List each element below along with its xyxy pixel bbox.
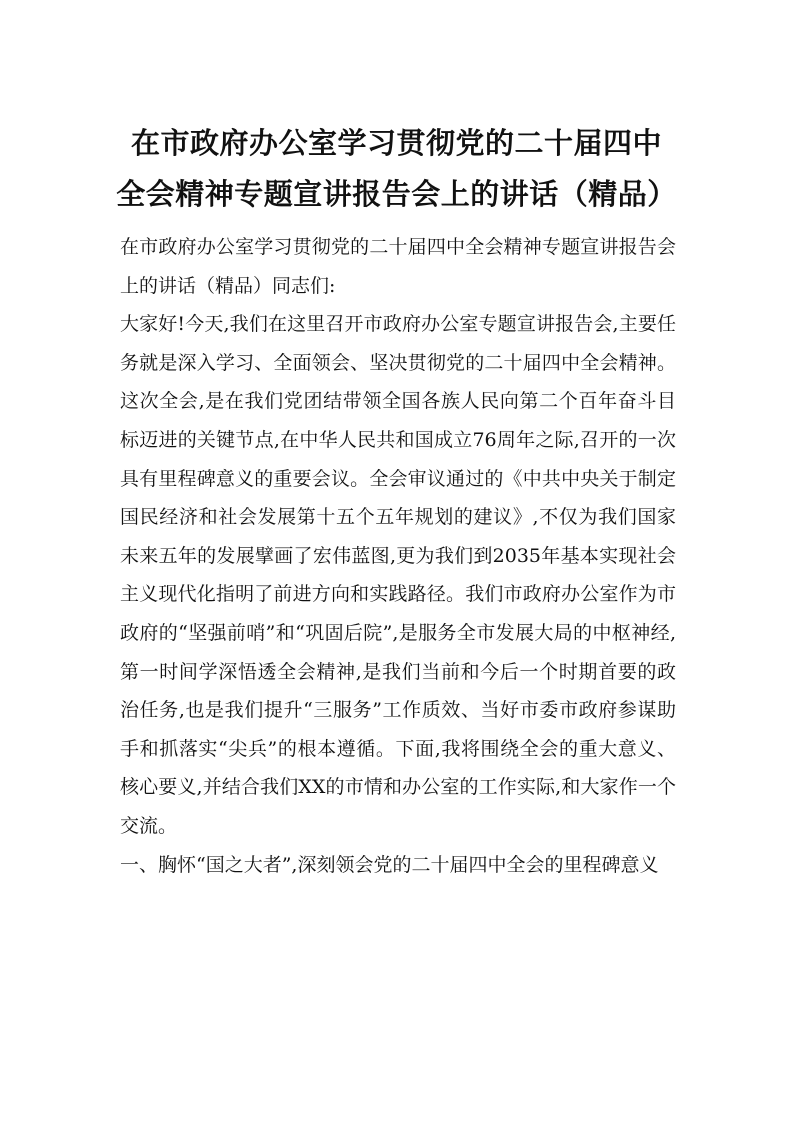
- section-heading-1: 一、胸怀“国之大者”,深刻领会党的二十届四中全会的里程碑意义: [120, 853, 659, 876]
- title-line-1: 在市政府办公室学习贯彻党的二十届四中: [130, 126, 662, 160]
- title-line-2: 全会精神专题宣讲报告会上的讲话（精品）: [116, 177, 677, 211]
- paragraph-intro: 在市政府办公室学习贯彻党的二十届四中全会精神专题宣讲报告会上的讲话（精品）同志们:: [120, 236, 676, 297]
- document-body: [120, 228, 676, 884]
- paragraph-main: 大家好!今天,我们在这里召开市政府办公室专题宣讲报告会,主要任务就是深入学习、全面领会、坚决贯彻党的二十届四中全会精神。这次全会,是在我们党团结带领全国各族人民向第二个百年奋斗目标迈进的关键节点,在中华人民共和国成立76周年之际,召开的一次具有里程碑意义的重要会议。全会审议通过的《中共中央关于制定国民经济和社会发展第十五个五年规划的建议》,不仅为我们国家未来五年的发展擘画了宏伟蓝图,更为我们到2035年基本实现社会主义现代化指明了前进方向和实践路径。我们市政府办公室作为市政府的“坚强前哨”和“巩固后院”,是服务全市发展大局的中枢神经,第一时间学深悟透全会精神,是我们当前和今后一个时期首要的政治任务,也是我们提升“三服务”工作质效、当好市委市政府参谋助手和抓落实“尖兵”的根本遵循。下面,我将围绕全会的重大意义、核心要义,并结合我们XX的市情和办公室的工作实际,和大家作一个交流。: [120, 313, 676, 837]
- document-title: [100, 118, 693, 220]
